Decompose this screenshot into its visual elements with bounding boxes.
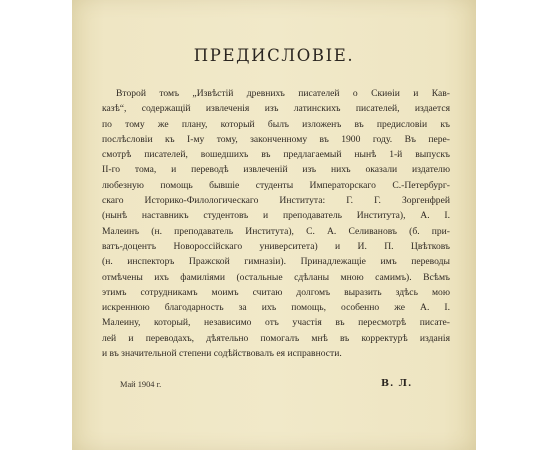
text-line: отмѣчены ихъ фамиліями (остальные сдѣланы мною самимъ). Всѣмъ — [102, 271, 450, 283]
text-line: этимъ сотрудникамъ моимъ считаю долгомъ выразить здѣсь мою — [102, 286, 450, 298]
text-line: лей и переводахъ, дѣятельно помогалъ мнѣ въ корректурѣ изданія — [102, 332, 450, 344]
text-line: Второй томъ „Извѣстій древнихъ писателей о Скиѳіи и Кав- — [116, 88, 450, 99]
text-line: любезную помощь бывшіе студенты Императорскаго С.-Петербург- — [102, 179, 450, 191]
text-line: казѣ“, содержащій извлеченія изъ латинскихъ писателей, издается — [102, 103, 450, 115]
text-line: искреннюю благодарность за ихъ помощь, особенно же А. I. — [102, 302, 450, 314]
page-title: ПРЕДИСЛОВІЕ. — [193, 46, 355, 65]
text-line: и въ значительной степени содѣйствовалъ ея исправности. — [102, 348, 342, 360]
text-line: смотрѣ писателей, вошедшихъ въ предлагаемый нынѣ 1-й выпускъ — [102, 149, 450, 161]
text-line: Малеинъ (н. преподаватель Института), С. А. Селивановъ (б. при- — [102, 225, 450, 237]
text-line: по тому же плану, который былъ изложенъ въ предисловіи къ — [102, 118, 450, 130]
text-line: Малеину, который, независимо отъ участія въ пересмотрѣ писате- — [102, 317, 450, 329]
text-line: II-го тома, и переводѣ извлеченій изъ нихъ оказали издателю — [102, 164, 450, 176]
text-line: послѣсловіи къ I-му тому, законченному въ 1900 году. Въ пере- — [102, 133, 450, 145]
text-line: (нынѣ наставникъ студентовъ и преподаватель Института), А. I. — [102, 210, 450, 222]
author-initials: В. Л. — [381, 378, 413, 389]
text-line: скаго Историко-Филологическаго Института: Г. Г. Зоргенфрей — [102, 195, 450, 207]
date-line: Май 1904 г. — [120, 380, 162, 389]
book-page — [72, 0, 476, 450]
text-line: ватъ-доцентъ Новороссійскаго университета) и И. П. Цвѣтковъ — [102, 240, 450, 252]
text-line: (н. инспекторъ Пражской гимназіи). Принадлежащіе имъ переводы — [102, 256, 450, 268]
preface-paragraph — [102, 86, 450, 361]
